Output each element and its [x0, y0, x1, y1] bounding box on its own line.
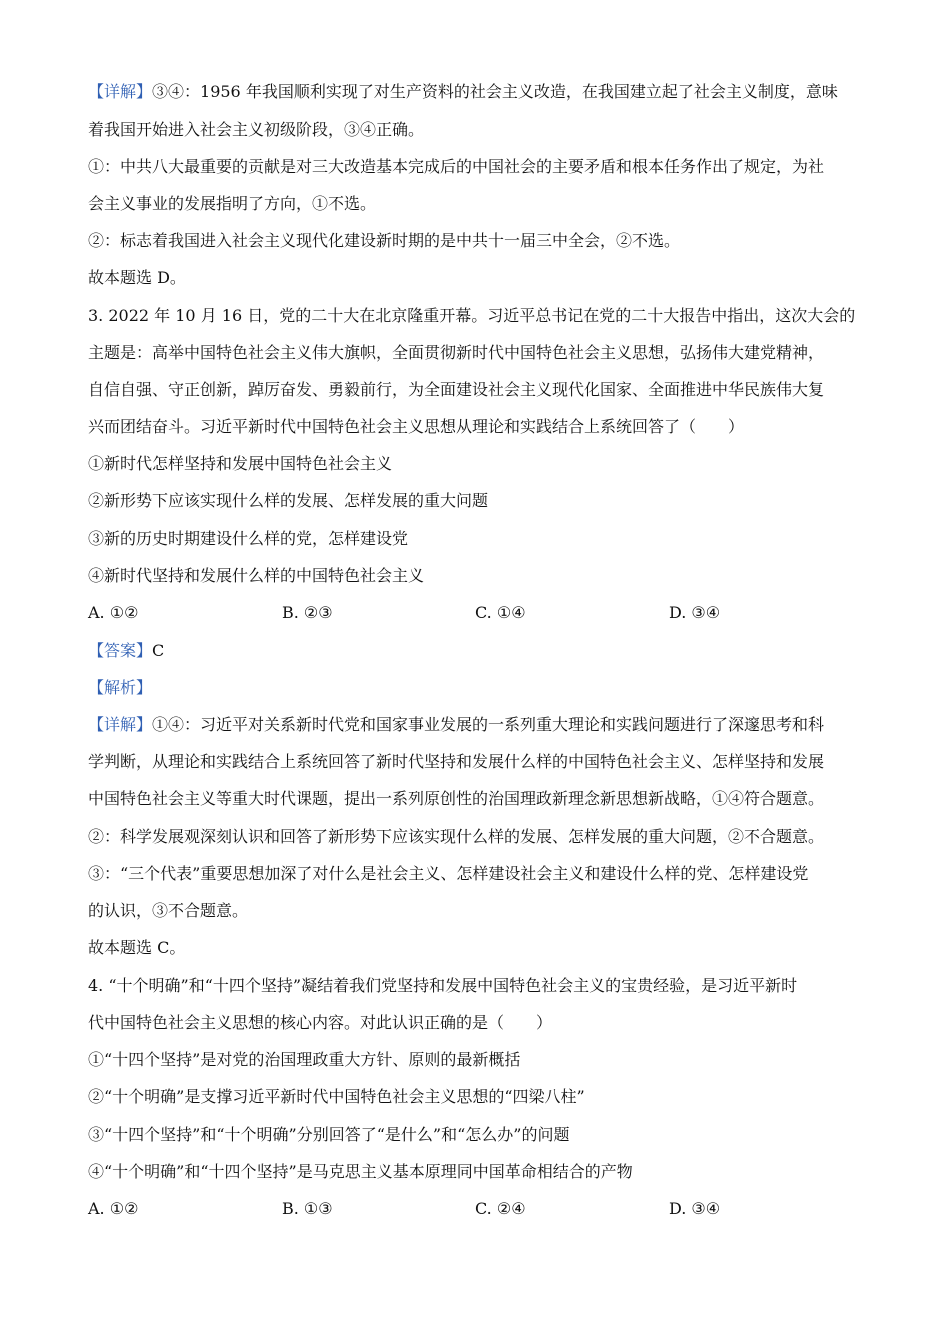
answer-tag: 【答案】 — [88, 641, 153, 660]
answer-line — [88, 641, 878, 661]
detail-paragraph-line: ③：“三个代表”重要思想加深了对什么是社会主义、怎样建设社会主义和建设什么样的党、怎样建设党 — [88, 864, 809, 883]
question-3-stem: 兴而团结奋斗。习近平新时代中国特色社会主义思想从理论和实践结合上系统回答了（ ） — [88, 417, 745, 436]
question-3-option-d: D. ③④ — [669, 603, 721, 622]
question-3-item: ①新时代怎样坚持和发展中国特色社会主义 — [88, 454, 393, 473]
detail-paragraph-line: ①：中共八大最重要的贡献是对三大改造基本完成后的中国社会的主要矛盾和根本任务作出了规定，为社 — [88, 157, 825, 176]
question-3-stem: 主题是：高举中国特色社会主义伟大旗帜，全面贯彻新时代中国特色社会主义思想，弘扬伟大建党精神， — [88, 343, 825, 362]
question-3-option-c: C. ①④ — [475, 603, 526, 622]
detail-paragraph-line — [88, 82, 878, 102]
conclusion-line: 故本题选 C。 — [88, 938, 186, 957]
question-4-stem: 4. “十个明确”和“十四个坚持”凝结着我们党坚持和发展中国特色社会主义的宝贵经验，是习近平新时 — [88, 976, 798, 995]
conclusion-line: 故本题选 D。 — [88, 268, 186, 287]
question-4-item: ③“十四个坚持”和“十个明确”分别回答了“是什么”和“怎么办”的问题 — [88, 1125, 570, 1144]
question-3-stem: 3. 2022 年 10 月 16 日，党的二十大在北京隆重开幕。习近平总书记在党的二十大报告中指出，这次大会的 — [88, 306, 856, 325]
detail-text: ③④：1956 年我国顺利实现了对生产资料的社会主义改造，在我国建立起了社会主义制度，意味 — [152, 82, 838, 101]
question-4-option-a: A. ①② — [88, 1199, 139, 1218]
question-4-item: ②“十个明确”是支撑习近平新时代中国特色社会主义思想的“四梁八柱” — [88, 1087, 585, 1106]
question-3-item: ③新的历史时期建设什么样的党，怎样建设党 — [88, 529, 409, 548]
detail-tag: 【详解】 — [88, 715, 153, 734]
question-3-option-b: B. ②③ — [282, 603, 333, 622]
question-3-item: ④新时代坚持和发展什么样的中国特色社会主义 — [88, 566, 425, 585]
question-4-option-c: C. ②④ — [475, 1199, 526, 1218]
answer-value: C — [152, 641, 165, 660]
question-3-option-a: A. ①② — [88, 603, 139, 622]
detail-paragraph-line: 的认识，③不合题意。 — [88, 901, 249, 920]
question-4-option-b: B. ①③ — [282, 1199, 333, 1218]
question-4-item: ④“十个明确”和“十四个坚持”是马克思主义基本原理同中国革命相结合的产物 — [88, 1162, 633, 1181]
detail-paragraph-line: 着我国开始进入社会主义初级阶段，③④正确。 — [88, 120, 425, 139]
question-3-stem: 自信自强、守正创新，踔厉奋发、勇毅前行，为全面建设社会主义现代化国家、全面推进中华民族伟大复 — [88, 380, 825, 399]
question-3-item: ②新形势下应该实现什么样的发展、怎样发展的重大问题 — [88, 491, 489, 510]
detail-paragraph-line: 中国特色社会主义等重大时代课题，提出一系列原创性的治国理政新理念新思想新战略，①④符合题意。 — [88, 789, 825, 808]
detail-paragraph-line: 学判断，从理论和实践结合上系统回答了新时代坚持和发展什么样的中国特色社会主义、怎样坚持和发展 — [88, 752, 825, 771]
detail-paragraph-line — [88, 715, 878, 735]
detail-paragraph-line: ②：标志着我国进入社会主义现代化建设新时期的是中共十一届三中全会，②不选。 — [88, 231, 681, 250]
question-4-stem: 代中国特色社会主义思想的核心内容。对此认识正确的是（ ） — [88, 1013, 553, 1032]
analysis-heading — [88, 678, 878, 698]
detail-paragraph-line: 会主义事业的发展指明了方向，①不选。 — [88, 194, 377, 213]
detail-text: ①④：习近平对关系新时代党和国家事业发展的一系列重大理论和实践问题进行了深邃思考和科 — [152, 715, 825, 734]
question-4-item: ①“十四个坚持”是对党的治国理政重大方针、原则的最新概括 — [88, 1050, 521, 1069]
question-4-option-d: D. ③④ — [669, 1199, 721, 1218]
detail-tag: 【详解】 — [88, 82, 153, 101]
analysis-tag: 【解析】 — [88, 678, 153, 697]
detail-paragraph-line: ②：科学发展观深刻认识和回答了新形势下应该实现什么样的发展、怎样发展的重大问题，②不合题意。 — [88, 827, 825, 846]
